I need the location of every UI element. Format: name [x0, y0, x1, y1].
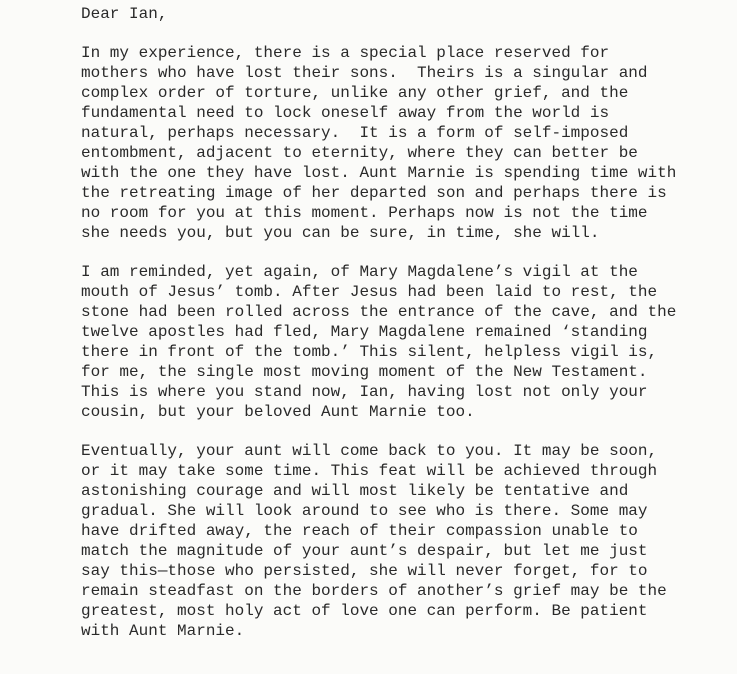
- text-line: mothers who have lost their sons. Theirs is a singular and: [81, 64, 648, 82]
- text-line: fundamental need to lock oneself away from the world is: [81, 104, 610, 122]
- text-line: I am reminded, yet again, of Mary Magdalene’s vigil at the: [81, 263, 638, 281]
- text-line: the retreating image of her departed son and perhaps there is: [81, 184, 667, 202]
- text-line: with Aunt Marnie.: [81, 622, 245, 640]
- text-line: natural, perhaps necessary. It is a form of self-imposed: [81, 124, 629, 142]
- text-line: entombment, adjacent to eternity, where they can better be: [81, 144, 638, 162]
- text-line: stone had been rolled across the entrance of the cave, and the: [81, 303, 677, 321]
- text-line: twelve apostles had fled, Mary Magdalene remained ‘standing: [81, 323, 648, 341]
- text-line: gradual. She will look around to see who is there. Some may: [81, 502, 648, 520]
- text-line: say this—those who persisted, she will never forget, for to: [81, 562, 648, 580]
- salutation: Dear Ian,: [81, 5, 168, 23]
- text-line: This is where you stand now, Ian, having lost not only your: [81, 383, 648, 401]
- text-line: Eventually, your aunt will come back to you. It may be soon,: [81, 442, 658, 460]
- paragraph-1: [81, 43, 717, 243]
- text-line: have drifted away, the reach of their compassion unable to: [81, 522, 638, 540]
- text-line: there in front of the tomb.’ This silent, helpless vigil is,: [81, 343, 658, 361]
- text-line: cousin, but your beloved Aunt Marnie too.: [81, 403, 475, 421]
- text-line: match the magnitude of your aunt’s despair, but let me just: [81, 542, 648, 560]
- paragraph-3: [81, 441, 717, 641]
- text-line: or it may take some time. This feat will be achieved through: [81, 462, 658, 480]
- text-line: mouth of Jesus’ tomb. After Jesus had been laid to rest, the: [81, 283, 658, 301]
- text-line: she needs you, but you can be sure, in time, she will.: [81, 224, 600, 242]
- text-line: no room for you at this moment. Perhaps now is not the time: [81, 204, 648, 222]
- text-line: In my experience, there is a special place reserved for: [81, 44, 610, 62]
- paragraph-2: [81, 262, 717, 422]
- text-line: for me, the single most moving moment of the New Testament.: [81, 363, 648, 381]
- text-line: complex order of torture, unlike any other grief, and the: [81, 84, 629, 102]
- text-line: greatest, most holy act of love one can perform. Be patient: [81, 602, 648, 620]
- text-line: astonishing courage and will most likely be tentative and: [81, 482, 629, 500]
- text-line: remain steadfast on the borders of another’s grief may be the: [81, 582, 667, 600]
- text-line: with the one they have lost. Aunt Marnie is spending time with: [81, 164, 677, 182]
